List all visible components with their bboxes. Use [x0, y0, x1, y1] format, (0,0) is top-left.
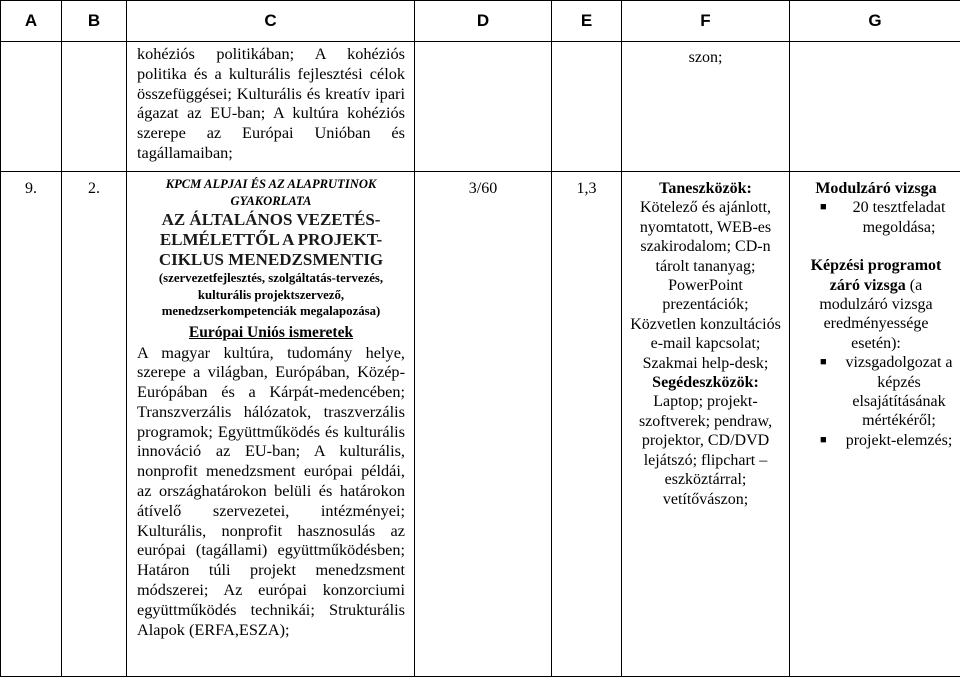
final-exam-list [798, 353, 954, 450]
list-item: ■ 20 tesztfeladat megoldása; [798, 198, 954, 237]
hours-value: 3/60 [415, 172, 552, 677]
list-item: ■ projekt-elemzés; [798, 431, 954, 450]
col-header-a: A [1, 1, 62, 42]
prev-tools-text: szon; [628, 48, 783, 67]
section-heading: Európai Uniós ismeretek [137, 322, 405, 343]
table-row-previous [1, 42, 960, 172]
col-header-g: G [790, 1, 960, 42]
tools-heading: Taneszközök: [628, 179, 783, 198]
credit-value: 1,3 [552, 172, 622, 677]
square-bullet-icon: ■ [820, 198, 827, 217]
prev-tools-cell [622, 42, 790, 172]
tools-cell [622, 172, 790, 677]
final-exam-heading: Képzési programot záró vizsga (a modulzáró vizsga eredményessége esetén): [798, 256, 954, 353]
module-title-3: CIKLUS MENEDZSMENTIG [137, 250, 405, 270]
square-bullet-icon: ■ [820, 353, 827, 372]
aids-text: Laptop; projekt-szoftverek; pendraw, projektor, CD/DVD lejátszó; flipchart – eszköztárral; vetítővászon; [628, 392, 783, 508]
prev-topics-text: kohéziós politikában; A kohéziós politika és a kulturális fejlesztési célok összefüggései; Kulturális és kreatív ipari ágazat az EU-ban; A kultúra kohéziós szerepe az Európai Unióban és tagállamaiban; [137, 44, 405, 163]
tools-text: Kötelező és ajánlott, nyomtatott, WEB-es szakirodalom; CD-n tárolt tananyag; PowerPoint prezentációk; Közvetlen konzultációs e-mail kapcsolat; Szakmai help-desk; [628, 198, 783, 373]
square-bullet-icon: ■ [820, 431, 827, 450]
col-header-d: D [415, 1, 552, 42]
module-subtitle-1: (szervezetfejlesztés, szolgáltatás-tervezés, [137, 270, 405, 287]
module-title-2: ELMÉLETTŐL A PROJEKT- [137, 230, 405, 250]
col-header-f: F [622, 1, 790, 42]
col-header-c: C [127, 1, 415, 42]
module-exam-heading: Modulzáró vizsga [798, 179, 954, 198]
row-number: 9. [1, 172, 62, 677]
table-row-9 [1, 172, 960, 677]
module-subtitle-3: menedzserkompetenciák megalapozása) [137, 303, 405, 320]
prev-topics-cell [127, 42, 415, 172]
module-subtitle-2: kulturális projektszervező, [137, 287, 405, 304]
module-title-1: AZ ÁLTALÁNOS VEZETÉS- [137, 210, 405, 230]
module-title-italic-1: KPCM ALPJAI ÉS AZ ALAPRUTINOK [137, 176, 405, 193]
module-exam-list [798, 198, 954, 237]
exam-cell [790, 172, 960, 677]
sub-number: 2. [62, 172, 127, 677]
list-item: ■ vizsgadolgozat a képzés elsajátításának mértékéről; [798, 353, 954, 431]
module-content-cell [127, 172, 415, 677]
aids-heading: Segédeszközök: [628, 373, 783, 392]
col-header-b: B [62, 1, 127, 42]
section-body: A magyar kultúra, tudomány helye, szerepe a világban, Európában, Közép-Európában és a Kárpát-medencében; Transzverzális hálózatok, traszverzális programok; Együttműködés és kulturális innováció az EU-ban; A kulturális, nonprofit menedzsment európai példái, az országhatárokon belüli és határokon átívelő szervezetei, intézményei; Kulturális, nonprofit hasznosulás az európai (tagállami) együttműködésben; Határon túli projekt menedzsment módszerei; Az európai konzorciumi együttműködés technikái; Strukturális Alapok (ERFA,ESZA); [137, 343, 405, 640]
col-header-e: E [552, 1, 622, 42]
module-title-italic-2: GYAKORLATA [137, 193, 405, 210]
header-row [1, 1, 960, 42]
